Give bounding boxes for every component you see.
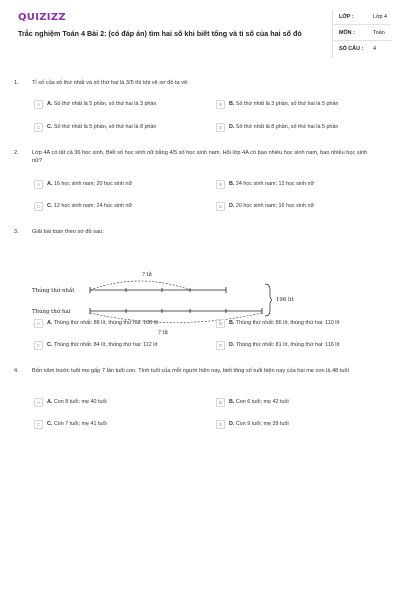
option-prefix: B.	[229, 181, 235, 187]
row-label-first: Thùng thứ nhất	[32, 288, 75, 294]
question-number: 1.	[14, 80, 19, 86]
answer-option-2d[interactable]	[216, 200, 314, 212]
option-text: Số thứ nhất là 8 phần, số thứ hai là 5 phần	[235, 124, 339, 130]
option-prefix: A.	[47, 101, 53, 107]
option-prefix: C.	[47, 342, 53, 348]
question-text: Bốn năm trước tuổi mẹ gấp 7 lần tuổi con. Tính tuổi của mỗi người hiện nay, biết tổng số tuổi hiện nay của hai mẹ con là 48 tuổi	[32, 368, 349, 374]
option-prefix: C.	[47, 203, 53, 209]
option-prefix: A.	[47, 181, 53, 187]
option-letter-box: C	[34, 420, 43, 429]
page-footer-space	[0, 590, 400, 600]
option-prefix: D.	[229, 203, 235, 209]
option-letter-box: C	[34, 202, 43, 211]
option-prefix: A.	[47, 399, 53, 405]
option-text: 12 học sinh nam; 24 học sinh nữ	[53, 203, 133, 209]
right-curly-brace	[265, 284, 272, 316]
option-text: 24 học sinh nam; 12 học sinh nữ	[235, 181, 315, 187]
diagram-bottom-label: ? lít	[158, 330, 169, 336]
answer-option-4a[interactable]	[34, 396, 107, 408]
option-prefix: C.	[47, 124, 53, 130]
option-prefix: B.	[229, 320, 235, 326]
question-text: Lớp 4A có tất cả 36 học sinh. Biết số học sinh nữ bằng 4/5 số học sinh nam. Hỏi lớp 4A có bao nhiêu học sinh nam, bao nhiêu học sinh nữ?	[32, 150, 368, 164]
option-letter-box: B	[216, 319, 225, 328]
question-number: 3.	[14, 229, 19, 235]
answer-option-1a[interactable]	[34, 98, 156, 110]
question-text: Giải bài toán theo sơ đồ sau:	[32, 229, 104, 235]
diagram-top-label: ? lít	[142, 272, 153, 278]
quizizz-logo: QUIZIZZ	[18, 12, 66, 23]
row-label-second: Thùng thứ hai	[32, 309, 71, 315]
option-text: Thùng thứ nhất: 84 lít, thùng thứ hai: 112 lít	[53, 342, 158, 348]
answer-option-4b[interactable]	[216, 396, 289, 408]
option-prefix: B.	[229, 101, 235, 107]
option-prefix: B.	[229, 399, 235, 405]
meta-value: 4	[373, 46, 376, 52]
option-letter-box: C	[34, 341, 43, 350]
option-letter-box: B	[216, 180, 225, 189]
answer-option-4c[interactable]	[34, 418, 107, 430]
option-prefix: C.	[47, 421, 53, 427]
option-letter-box: A	[34, 319, 43, 328]
answer-option-3c[interactable]	[34, 339, 157, 351]
option-text: Con 7 tuổi; mẹ 41 tuổi	[53, 421, 107, 427]
question-text: Tỉ số của số thứ nhất và số thứ hai là 3/5 thì khi vẽ sơ đồ ta vẽ:	[32, 80, 189, 86]
meta-value: Toán	[373, 30, 385, 36]
answer-option-3d[interactable]	[216, 339, 339, 351]
option-prefix: A.	[47, 320, 53, 326]
option-letter-box: D	[216, 123, 225, 132]
option-text: Số thứ nhất là 5 phần, số thứ hai là 8 phần	[53, 124, 157, 130]
answer-option-4d[interactable]	[216, 418, 289, 430]
option-text: Số thứ nhất là 5 phần, số thứ hai là 3 phần	[53, 101, 157, 107]
option-text: 20 học sinh nam; 16 học sinh nữ	[235, 203, 315, 209]
option-letter-box: B	[216, 100, 225, 109]
answer-option-1c[interactable]	[34, 121, 156, 133]
option-text: Thùng thứ nhất: 81 lít, thùng thứ hai: 116 lít	[235, 342, 340, 348]
option-text: Con 9 tuổi; mẹ 39 tuổi	[235, 421, 289, 427]
meta-key: MÔN :	[339, 30, 355, 36]
option-prefix: D.	[229, 124, 235, 130]
meta-row-class	[333, 10, 391, 25]
option-letter-box: A	[34, 398, 43, 407]
answer-option-1d[interactable]	[216, 121, 338, 133]
meta-value: Lớp 4	[373, 14, 388, 20]
option-letter-box: D	[216, 341, 225, 350]
answer-option-3b[interactable]	[216, 317, 339, 329]
option-letter-box: D	[216, 420, 225, 429]
top-brace	[90, 281, 190, 290]
option-text: 16 học sinh nam; 20 học sinh nữ	[53, 181, 133, 187]
option-text: Thùng thứ nhất: 88 lít, thùng thứ hai: 108 lít	[53, 320, 158, 326]
question-number: 2.	[14, 150, 19, 156]
diagram-total-label: 196 lít	[276, 297, 294, 303]
option-letter-box: B	[216, 398, 225, 407]
answer-option-2c[interactable]	[34, 200, 132, 212]
meta-key: LỚP :	[339, 14, 354, 20]
option-letter-box: A	[34, 180, 43, 189]
answer-option-2b[interactable]	[216, 178, 314, 190]
meta-row-count	[333, 42, 391, 57]
worksheet-header	[10, 10, 390, 58]
option-text: Số thứ nhất là 3 phần, số thứ hai là 5 phần	[235, 101, 339, 107]
option-letter-box: D	[216, 202, 225, 211]
answer-option-1b[interactable]	[216, 98, 338, 110]
option-prefix: D.	[229, 342, 235, 348]
meta-box	[332, 10, 390, 58]
option-letter-box: A	[34, 100, 43, 109]
option-prefix: D.	[229, 421, 235, 427]
option-text: Thùng thứ nhất: 86 lít, thùng thứ hai: 110 lít	[235, 320, 340, 326]
option-text: Con 6 tuổi; mẹ 42 tuổi	[235, 399, 289, 405]
answer-option-3a[interactable]	[34, 317, 158, 329]
meta-row-subject	[333, 26, 391, 41]
page-title: Trắc nghiệm Toán 4 Bài 2: (có đáp án) tìm hai số khi biết tổng và tỉ số của hai số đó	[18, 29, 302, 38]
meta-key: SỐ CÂU :	[339, 46, 364, 52]
option-text: Con 8 tuổi; mẹ 40 tuổi	[53, 399, 107, 405]
option-letter-box: C	[34, 123, 43, 132]
question-number: 4.	[14, 368, 19, 374]
answer-option-2a[interactable]	[34, 178, 132, 190]
